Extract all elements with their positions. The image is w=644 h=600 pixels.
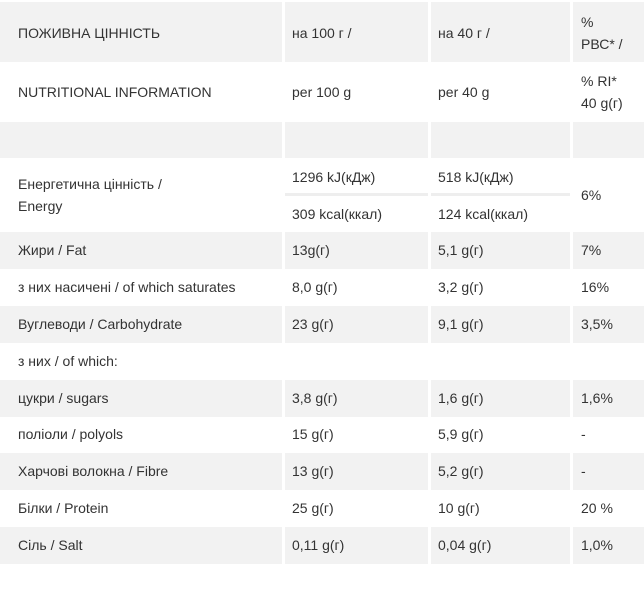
row-pct: 1,6% <box>581 390 613 406</box>
header-per100-ua: на 100 г / <box>292 25 352 41</box>
row-per100: 3,8 g(г) <box>292 390 338 406</box>
table-row <box>0 306 644 343</box>
header-name-ua: ПОЖИВНА ЦІННІСТЬ <box>18 25 161 41</box>
column-divider <box>570 0 573 600</box>
row-per40: 3,2 g(г) <box>438 279 484 295</box>
header-pct-ua-line1: % <box>581 14 594 30</box>
column-divider <box>428 0 431 600</box>
row-label: Сіль / Salt <box>18 537 83 553</box>
header-row-en <box>0 62 644 122</box>
row-per100: 23 g(г) <box>292 316 334 332</box>
row-per40: 5,9 g(г) <box>438 426 484 442</box>
row-per40: 5,1 g(г) <box>438 242 484 258</box>
table-row <box>0 527 644 564</box>
table-row <box>0 417 644 453</box>
row-pct: - <box>581 463 586 479</box>
table-row <box>0 490 644 527</box>
row-pct: - <box>581 426 586 442</box>
footer-spacer-row <box>0 564 644 600</box>
row-label: Харчові волокна / Fibre <box>18 463 169 479</box>
energy-label-line2: Energy <box>18 198 63 214</box>
energy-pct: 6% <box>581 187 602 203</box>
row-pct: 1,0% <box>581 537 613 553</box>
energy-kj-per100: 1296 kJ(кДж) <box>292 169 376 185</box>
header-per40-ua: на 40 г / <box>438 25 490 41</box>
row-per40: 0,04 g(г) <box>438 537 492 553</box>
row-label: з них насичені / of which saturates <box>18 279 236 295</box>
row-per40: 1,6 g(г) <box>438 390 484 406</box>
energy-row <box>0 158 644 232</box>
energy-kcal-per40: 124 kcal(ккал) <box>438 206 528 222</box>
row-label: з них / of which: <box>18 353 118 369</box>
spacer-row <box>0 122 644 158</box>
energy-kj-per40: 518 kJ(кДж) <box>438 169 514 185</box>
header-row-ua <box>0 2 644 62</box>
energy-sub-divider <box>283 193 571 196</box>
header-name-en: NUTRITIONAL INFORMATION <box>18 84 212 100</box>
row-per40: 10 g(г) <box>438 500 480 516</box>
table-row <box>0 380 644 417</box>
column-divider <box>282 0 285 600</box>
header-pct-en-line2: 40 g(г) <box>581 95 623 111</box>
row-per100: 25 g(г) <box>292 500 334 516</box>
row-label: цукри / sugars <box>18 390 109 406</box>
row-label: Жири / Fat <box>18 242 87 258</box>
header-per40-en: per 40 g <box>438 84 490 100</box>
row-label: Вуглеводи / Carbohydrate <box>18 316 183 332</box>
row-label: поліоли / polyols <box>18 426 124 442</box>
row-pct: 7% <box>581 242 602 258</box>
row-per40: 5,2 g(г) <box>438 463 484 479</box>
row-pct: 16% <box>581 279 610 295</box>
row-per100: 15 g(г) <box>292 426 334 442</box>
table-row <box>0 343 644 380</box>
row-per100: 13 g(г) <box>292 463 334 479</box>
row-label: Білки / Protein <box>18 500 109 516</box>
header-per100-en: per 100 g <box>292 84 352 100</box>
header-pct-en-line1: % RI* <box>581 73 617 89</box>
row-per100: 8,0 g(г) <box>292 279 338 295</box>
table-row <box>0 232 644 269</box>
row-pct: 20 % <box>581 500 613 516</box>
header-pct-ua-line2: РВС* / <box>581 36 623 52</box>
energy-label-line1: Енергетична цінність / <box>18 176 162 192</box>
table-row <box>0 269 644 306</box>
row-per100: 13g(г) <box>292 242 330 258</box>
energy-kcal-per100: 309 kcal(ккал) <box>292 206 382 222</box>
row-per100: 0,11 g(г) <box>292 537 345 553</box>
row-pct: 3,5% <box>581 316 613 332</box>
row-per40: 9,1 g(г) <box>438 316 484 332</box>
table-row <box>0 453 644 490</box>
